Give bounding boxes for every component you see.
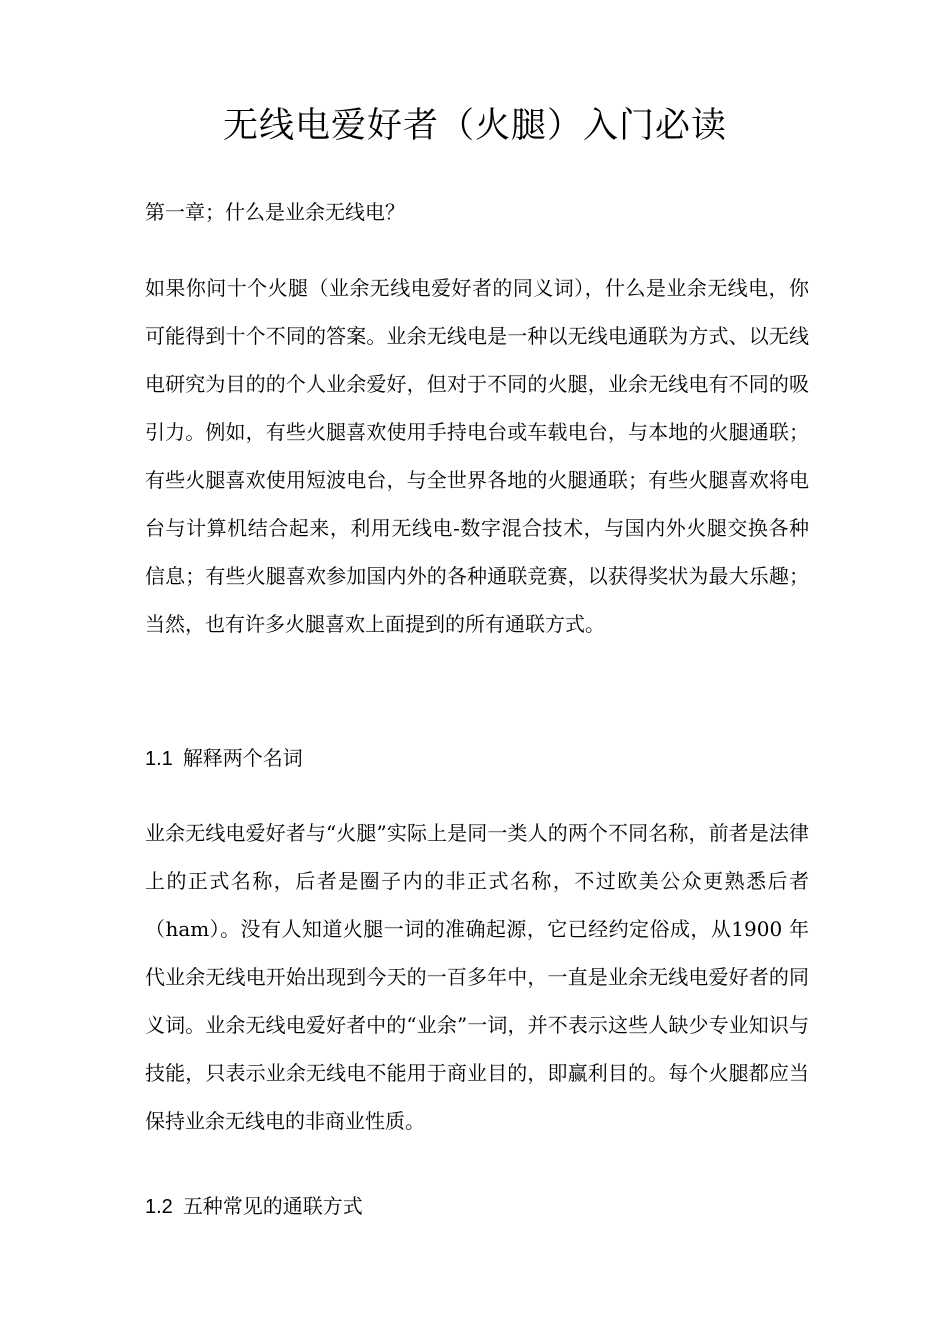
section-heading-1-2 (145, 1191, 363, 1222)
paragraph-terms: 业余无线电爱好者与“火腿”实际上是同一类人的两个不同名称，前者是法律上的正式名称，后者是圈子内的非正式名称，不过欧美公众更熟悉后者（ham）。没有人知道火腿一词的准确起源，它已经约定俗成，从1900 年代业余无线电开始出现到今天的一百多年中，一直是业余无线电爱好者的同义词。业余无线电爱好者中的“业余”一词，并不表示这些人缺少专业知识与技能，只表示业余无线电不能用于商业目的，即赢利目的。每个火腿都应当保持业余无线电的非商业性质。 (145, 821, 809, 1133)
paragraph-intro: 如果你问十个火腿（业余无线电爱好者的同义词），什么是业余无线电，你可能得到十个不同的答案。业余无线电是一种以无线电通联为方式、以无线电研究为目的的个人业余爱好，但对于不同的火腿，业余无线电有不同的吸引力。例如，有些火腿喜欢使用手持电台或车载电台，与本地的火腿通联；有些火腿喜欢使用短波电台，与全世界各地的火腿通联；有些火腿喜欢将电台与计算机结合起来，利用无线电-数字混合技术，与国内外火腿交换各种信息；有些火腿喜欢参加国内外的各种通联竞赛，以获得奖状为最大乐趣；当然，也有许多火腿喜欢上面提到的所有通联方式。 (145, 276, 809, 636)
section-title: 解释两个名词 (182, 746, 303, 770)
section-number: 1.1 (145, 748, 173, 770)
chapter-heading: 第一章；什么是业余无线电？ (145, 200, 405, 224)
section-title: 五种常见的通联方式 (182, 1194, 363, 1218)
section-number: 1.2 (145, 1196, 173, 1218)
section-heading-1-1 (145, 743, 303, 774)
document-title: 无线电爱好者（火腿）入门必读 (222, 106, 727, 146)
